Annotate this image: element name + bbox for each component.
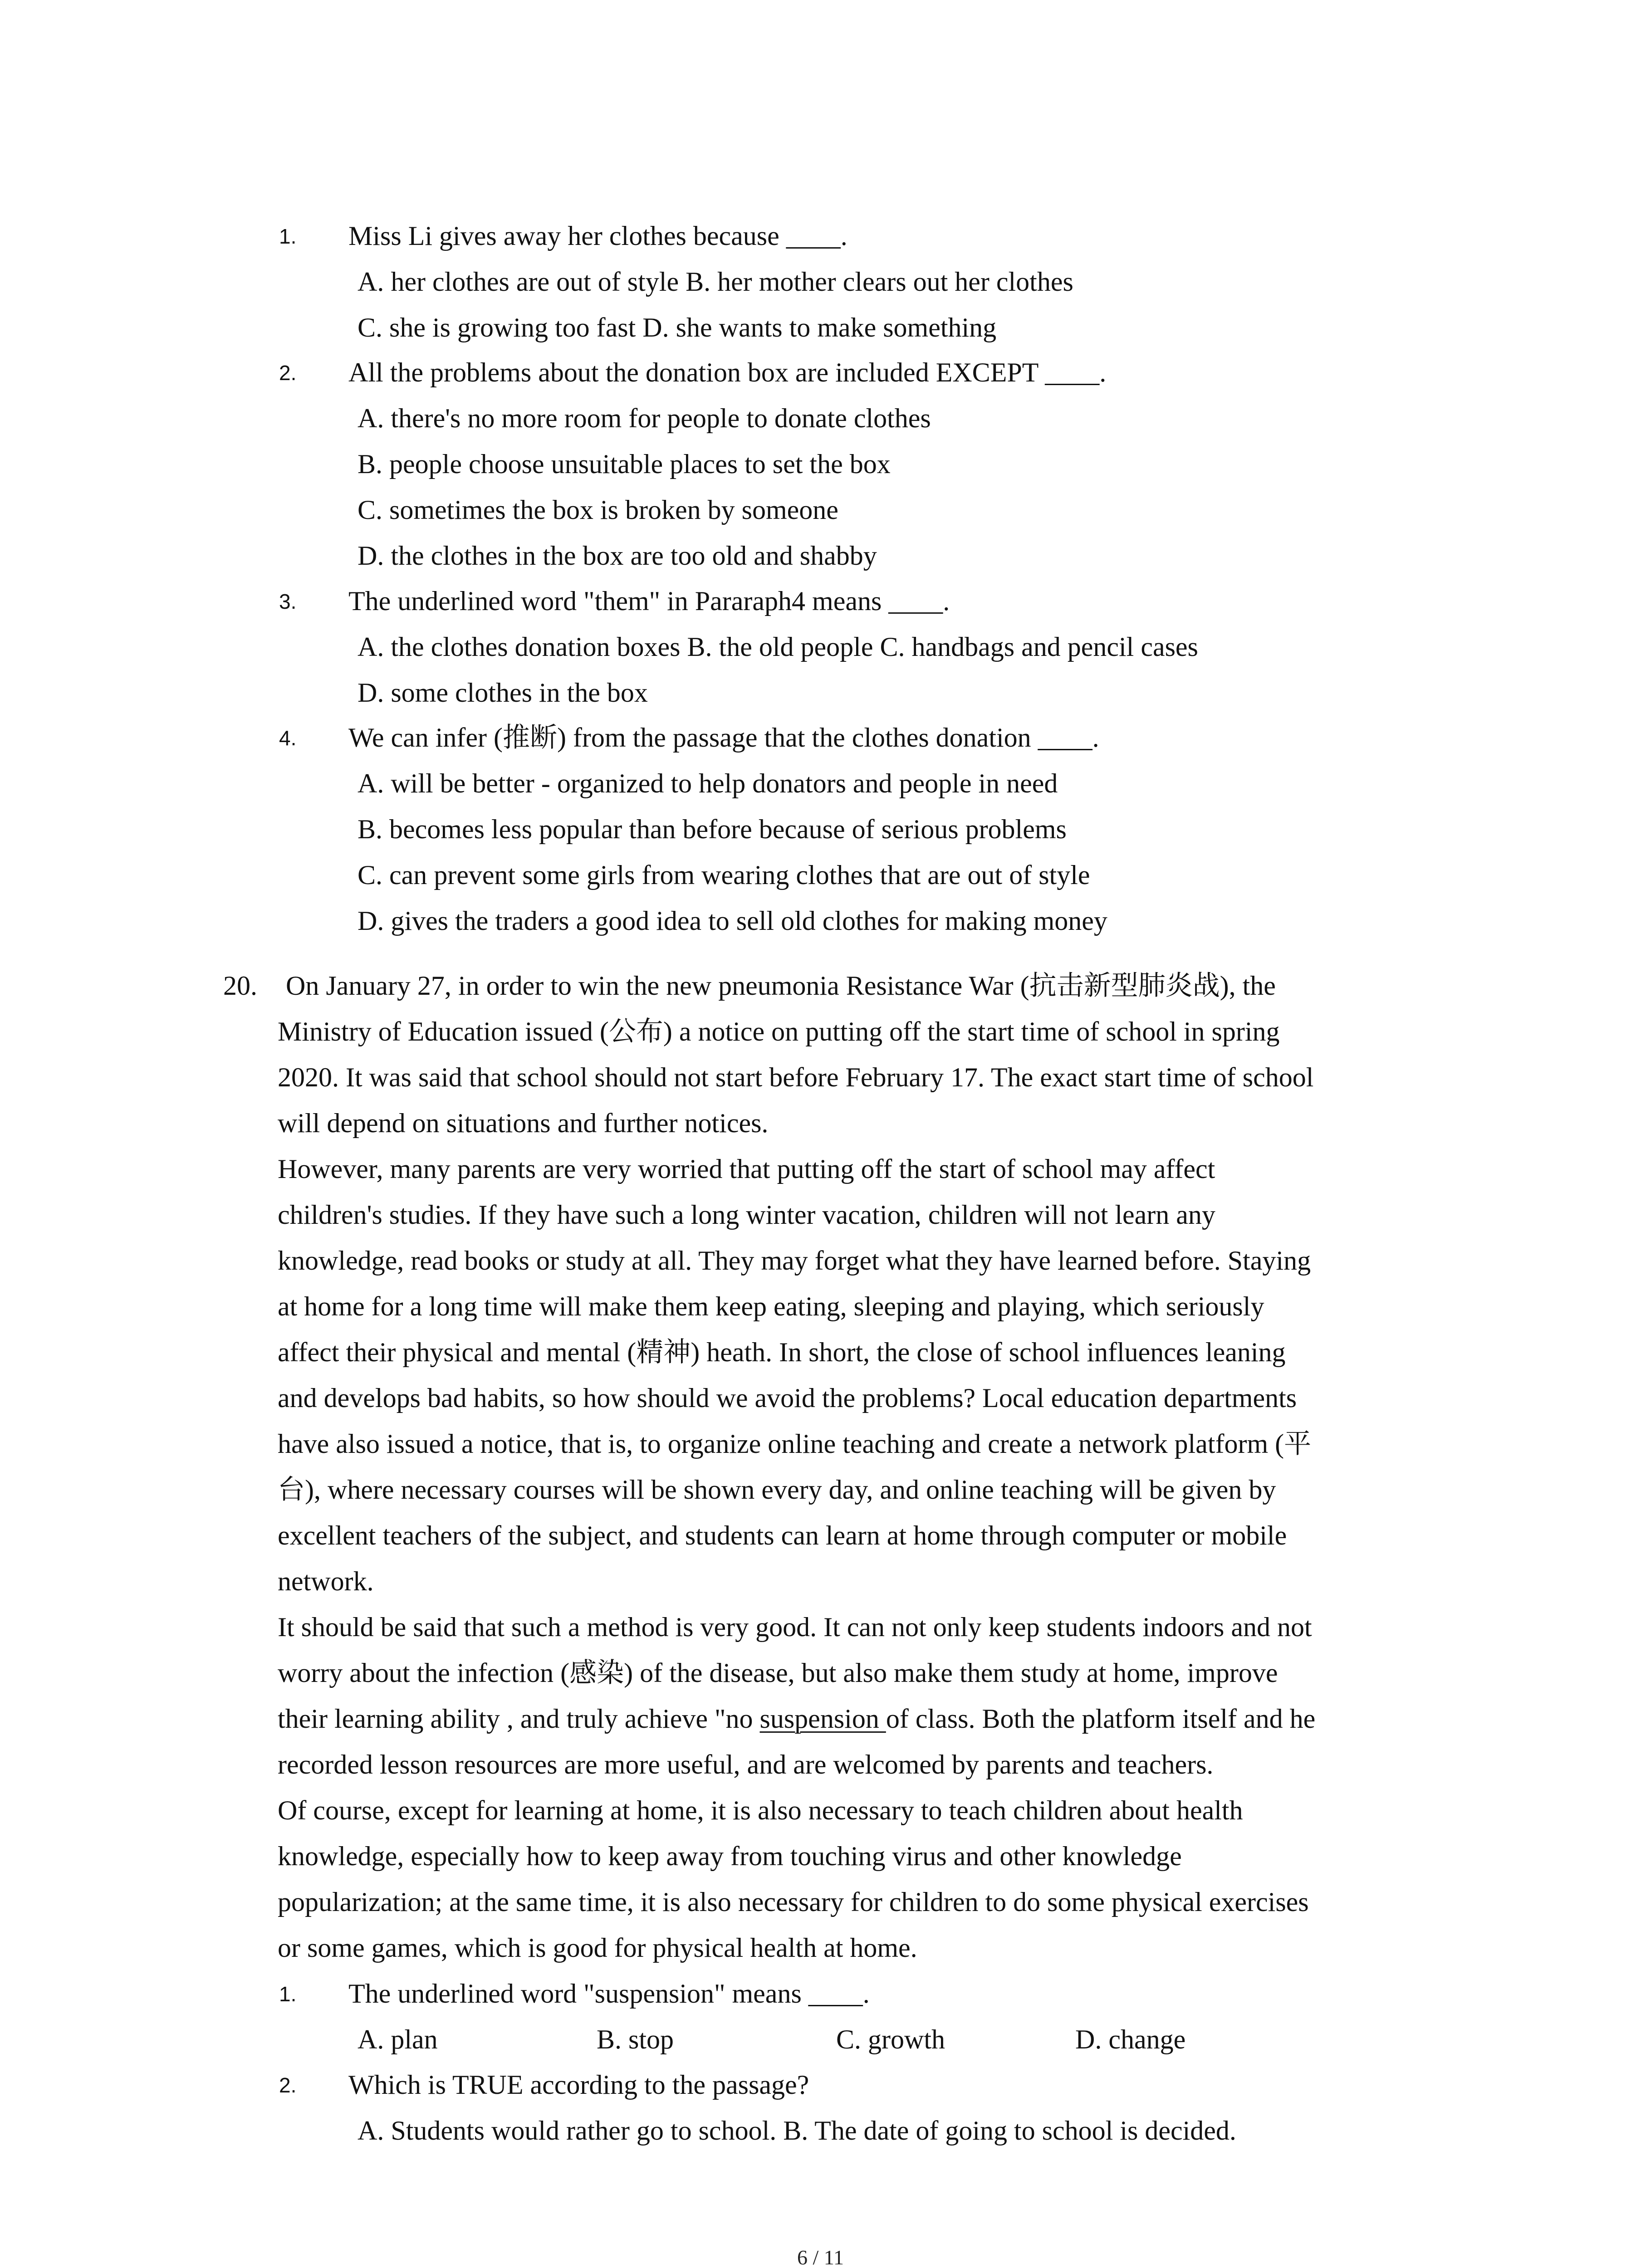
answer-option: A. plan	[358, 2024, 438, 2054]
passage-line: 台), where necessary courses will be shown every day, and online teaching will be given by	[278, 1475, 1276, 1505]
passage-line: It should be said that such a method is very good. It can not only keep students indoors and not	[278, 1612, 1312, 1642]
passage-line: knowledge, read books or study at all. They may forget what they have learned before. Staying	[278, 1246, 1311, 1276]
question-number: 1.	[279, 1982, 297, 2006]
answer-option: C. growth	[836, 2024, 945, 2054]
passage-line: have also issued a notice, that is, to organize online teaching and create a network platform (平	[278, 1429, 1312, 1459]
answer-option: D. the clothes in the box are too old and shabby	[358, 541, 877, 571]
question-stem: The underlined word "them" in Pararaph4 means ____.	[348, 586, 950, 616]
answer-option: A. the clothes donation boxes B. the old people C. handbags and pencil cases	[358, 632, 1198, 662]
passage-line: recorded lesson resources are more useful, and are welcomed by parents and teachers.	[278, 1750, 1214, 1779]
answer-option: C. can prevent some girls from wearing clothes that are out of style	[358, 860, 1090, 890]
question-number: 2.	[279, 361, 297, 385]
passage-line: worry about the infection (感染) of the disease, but also make them study at home, improve	[278, 1658, 1278, 1688]
question-number: 3.	[279, 590, 297, 613]
passage-line: popularization; at the same time, it is also necessary for children to do some physical exercises	[278, 1887, 1309, 1917]
underlined-word: suspension	[759, 1704, 886, 1734]
question-stem: We can infer (推断) from the passage that the clothes donation ____.	[348, 723, 1099, 753]
passage-line: network.	[278, 1566, 374, 1596]
answer-option: C. she is growing too fast D. she wants to make something	[358, 313, 997, 342]
answer-option: A. her clothes are out of style B. her mother clears out her clothes	[358, 267, 1073, 297]
passage-text: of class. Both the platform itself and he	[886, 1704, 1316, 1734]
passage-line: excellent teachers of the subject, and students can learn at home through computer or mobile	[278, 1520, 1287, 1550]
answer-option: D. change	[1075, 2024, 1186, 2054]
passage-line: However, many parents are very worried that putting off the start of school may affect	[278, 1154, 1215, 1184]
answer-option: A. will be better - organized to help donators and people in need	[358, 768, 1058, 798]
answer-option: D. gives the traders a good idea to sell old clothes for making money	[358, 906, 1107, 936]
question-stem: The underlined word "suspension" means ____.	[348, 1979, 870, 2009]
question-number: 4.	[279, 726, 297, 750]
passage-line: Of course, except for learning at home, it is also necessary to teach children about health	[278, 1795, 1243, 1825]
passage-line: knowledge, especially how to keep away from touching virus and other knowledge	[278, 1841, 1182, 1871]
passage-line: at home for a long time will make them keep eating, sleeping and playing, which seriously	[278, 1291, 1264, 1321]
passage-number: 20.	[223, 971, 257, 1001]
answer-option: B. stop	[597, 2024, 674, 2054]
answer-option: A. there's no more room for people to donate clothes	[358, 403, 931, 433]
page-number: 6 / 11	[797, 2246, 844, 2268]
answer-option: B. becomes less popular than before because of serious problems	[358, 814, 1067, 844]
passage-line: affect their physical and mental (精神) heath. In short, the close of school influences leaning	[278, 1337, 1286, 1367]
answer-option: A. Students would rather go to school. B. The date of going to school is decided.	[358, 2116, 1236, 2146]
question-number: 2.	[279, 2073, 297, 2097]
passage-line: children's studies. If they have such a long winter vacation, children will not learn any	[278, 1200, 1215, 1230]
question-stem: Miss Li gives away her clothes because ____.	[348, 221, 847, 251]
question-stem: Which is TRUE according to the passage?	[348, 2070, 809, 2100]
passage-line: or some games, which is good for physical health at home.	[278, 1933, 917, 1963]
passage-line: and develops bad habits, so how should we avoid the problems? Local education departments	[278, 1383, 1297, 1413]
answer-option: D. some clothes in the box	[358, 678, 648, 708]
passage-line: On January 27, in order to win the new pneumonia Resistance War (抗击新型肺炎战), the	[286, 971, 1276, 1001]
passage-line: Ministry of Education issued (公布) a notice on putting off the start time of school in spring	[278, 1017, 1280, 1046]
question-number: 1.	[279, 225, 297, 248]
passage-text: their learning ability , and truly achieve "no	[278, 1704, 760, 1734]
passage-line	[278, 1705, 1315, 1732]
passage-line: will depend on situations and further notices.	[278, 1108, 769, 1138]
answer-option: B. people choose unsuitable places to set the box	[358, 449, 891, 479]
question-stem: All the problems about the donation box are included EXCEPT ____.	[348, 357, 1107, 387]
answer-option: C. sometimes the box is broken by someone	[358, 495, 838, 525]
passage-line: 2020. It was said that school should not start before February 17. The exact start time of school	[278, 1062, 1314, 1092]
